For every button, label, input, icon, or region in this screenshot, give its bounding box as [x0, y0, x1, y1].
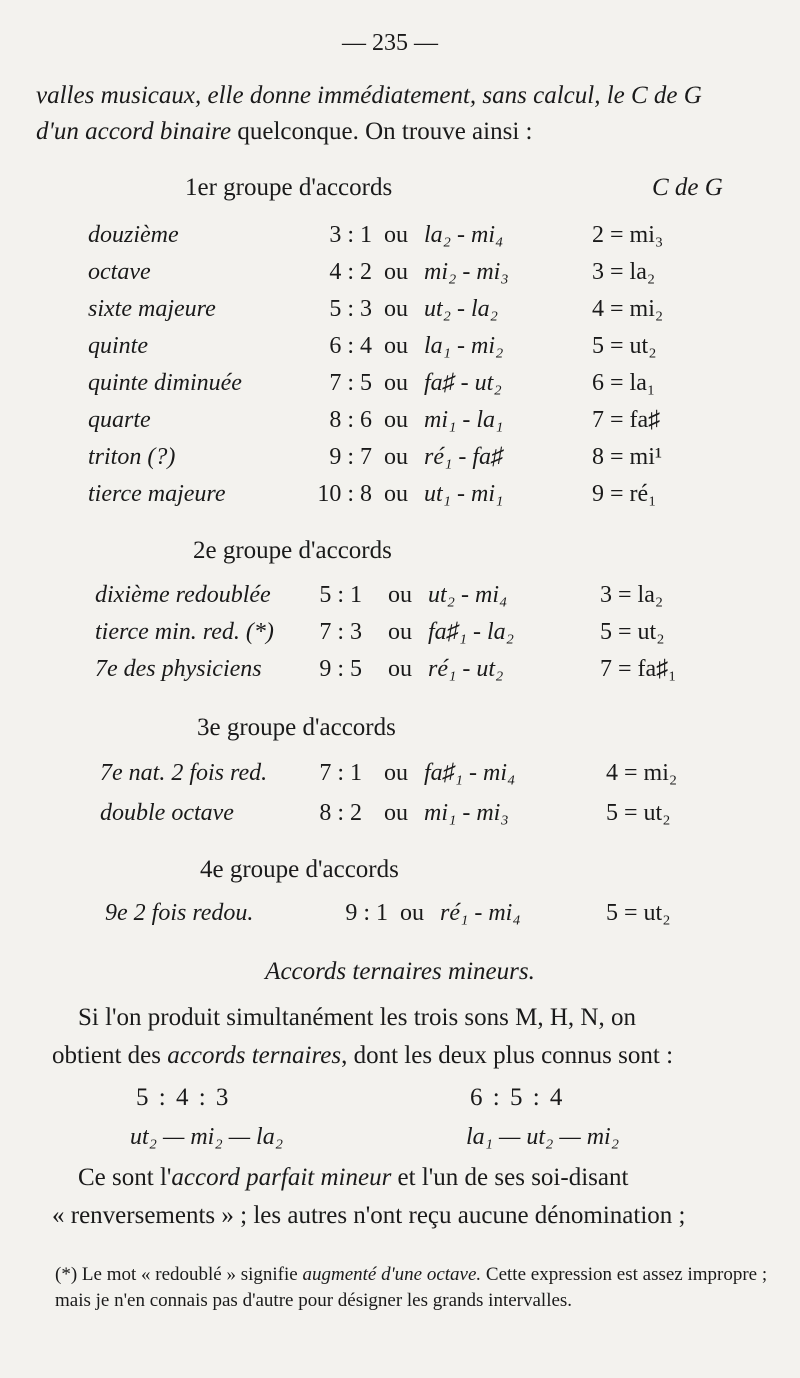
para2-line-1: Ce sont l'accord parfait mineur et l'un de ses soi-disant: [78, 1164, 629, 1191]
interval-ratio: 6 : 4: [329, 333, 372, 359]
table-row: [0, 656, 800, 692]
interval-cdg: 4 = mi₂: [606, 760, 678, 786]
interval-ratio: 8 : 2: [319, 800, 362, 826]
interval-ratio: 7 : 3: [319, 619, 362, 645]
table-row: [0, 333, 800, 369]
interval-notes: mi₁ - la₁: [424, 407, 504, 433]
intro-line-1: valles musicaux, elle donne immédiatement, sans calcul, le C de G: [36, 82, 702, 109]
table-row: [0, 296, 800, 332]
para1-line-2: obtient des accords ternaires, dont les deux plus connus sont :: [52, 1042, 674, 1069]
interval-cdg: 7 = fa♯: [592, 407, 661, 433]
interval-ou: ou: [384, 760, 408, 786]
table-row: [0, 800, 800, 836]
interval-ou: ou: [384, 800, 408, 826]
table-row: [0, 259, 800, 295]
interval-ratio: 4 : 2: [329, 259, 372, 285]
table-row: [0, 222, 800, 258]
interval-ratio: 7 : 5: [329, 370, 372, 396]
interval-name: quarte: [88, 407, 151, 433]
interval-name: dixième redoublée: [95, 582, 271, 608]
interval-cdg: 6 = la₁: [592, 370, 656, 396]
interval-name: tierce majeure: [88, 481, 226, 507]
interval-cdg: 8 = mi¹: [592, 444, 663, 470]
interval-cdg: 3 = la₂: [592, 259, 656, 285]
interval-name: 7e des physiciens: [95, 656, 262, 682]
interval-name: tierce min. red. (*): [95, 619, 274, 645]
page-number: — 235 —: [342, 30, 438, 56]
interval-notes: fa♯₁ - mi₄: [424, 760, 516, 786]
interval-ou: ou: [384, 481, 408, 507]
interval-name: douzième: [88, 222, 179, 248]
interval-notes: ré₁ - fa♯: [424, 444, 503, 470]
interval-ou: ou: [384, 296, 408, 322]
interval-notes: ré₁ - ut₂: [428, 656, 504, 682]
interval-ratio: 5 : 1: [319, 582, 362, 608]
interval-cdg: 4 = mi₂: [592, 296, 664, 322]
interval-notes: ut₂ - mi₄: [428, 582, 508, 608]
interval-ou: ou: [388, 619, 412, 645]
para2-line-2: « renversements » ; les autres n'ont reçu aucune dénomination ;: [52, 1202, 686, 1229]
interval-name: 7e nat. 2 fois red.: [100, 760, 268, 786]
interval-name: triton (?): [88, 444, 176, 470]
interval-ratio: 5 : 3: [329, 296, 372, 322]
intro-line-2: d'un accord binaire quelconque. On trouve ainsi :: [36, 118, 533, 145]
interval-name: quinte diminuée: [88, 370, 242, 396]
table-row: [0, 444, 800, 480]
interval-name: quinte: [88, 333, 148, 359]
table-row: [0, 370, 800, 406]
interval-cdg: 3 = la₂: [600, 582, 664, 608]
interval-notes: ut₁ - mi₁: [424, 481, 504, 507]
interval-cdg: 5 = ut₂: [606, 800, 671, 826]
table-row: [0, 582, 800, 618]
interval-notes: fa♯ - ut₂: [424, 370, 502, 396]
interval-cdg: 9 = ré₁: [592, 481, 657, 507]
interval-notes: la₂ - mi₄: [424, 222, 504, 248]
footnote: (*) Le mot « redoublé » signifie augmenté d'une octave. Cette expression est assez impropre ; mais je n'en connais pas d'autre pour désigner les grands intervalles.: [55, 1264, 768, 1311]
interval-ou: ou: [384, 444, 408, 470]
interval-ou: ou: [400, 900, 424, 926]
table-row: [0, 407, 800, 443]
table-row: [0, 760, 800, 796]
chord-notes-1: ut₂ — mi₂ — la₂: [130, 1124, 284, 1150]
interval-ratio: 8 : 6: [329, 407, 372, 433]
interval-name: double octave: [100, 800, 234, 826]
interval-notes: ut₂ - la₂: [424, 296, 499, 322]
section-title: Accords ternaires mineurs.: [265, 958, 535, 985]
interval-ou: ou: [384, 222, 408, 248]
interval-ou: ou: [384, 259, 408, 285]
interval-cdg: 7 = fa♯₁: [600, 656, 677, 682]
interval-ou: ou: [384, 333, 408, 359]
interval-notes: fa♯₁ - la₂: [428, 619, 515, 645]
interval-ratio: 10 : 8: [317, 481, 372, 507]
interval-notes: ré₁ - mi₄: [440, 900, 521, 926]
interval-name: octave: [88, 259, 151, 285]
table-row: [0, 481, 800, 517]
interval-ratio: 3 : 1: [329, 222, 372, 248]
interval-notes: la₁ - mi₂: [424, 333, 504, 359]
interval-ou: ou: [384, 370, 408, 396]
interval-ratio: 9 : 5: [319, 656, 362, 682]
interval-ou: ou: [388, 656, 412, 682]
group-title: 4e groupe d'accords: [200, 856, 399, 883]
interval-name: 9e 2 fois redou.: [105, 900, 254, 926]
chord-ratio-1: 5 : 4 : 3: [136, 1084, 231, 1111]
interval-ratio: 9 : 7: [329, 444, 372, 470]
interval-notes: mi₁ - mi₃: [424, 800, 509, 826]
interval-cdg: 5 = ut₂: [600, 619, 665, 645]
interval-cdg: 5 = ut₂: [592, 333, 657, 359]
group-title: 3e groupe d'accords: [197, 714, 396, 741]
interval-cdg: 2 = mi₃: [592, 222, 664, 248]
interval-ou: ou: [384, 407, 408, 433]
interval-name: sixte majeure: [88, 296, 216, 322]
group-title: 1er groupe d'accords: [185, 174, 393, 201]
interval-notes: mi₂ - mi₃: [424, 259, 509, 285]
interval-cdg: 5 = ut₂: [606, 900, 671, 926]
cdg-header: C de G: [652, 174, 723, 201]
table-row: [0, 900, 800, 936]
group-title: 2e groupe d'accords: [193, 537, 392, 564]
interval-ratio: 7 : 1: [319, 760, 362, 786]
interval-ratio: 9 : 1: [345, 900, 388, 926]
table-row: [0, 619, 800, 655]
chord-ratio-2: 6 : 5 : 4: [470, 1084, 565, 1111]
para1-line-1: Si l'on produit simultanément les trois sons M, H, N, on: [78, 1004, 636, 1031]
chord-notes-2: la₁ — ut₂ — mi₂: [466, 1124, 620, 1150]
interval-ou: ou: [388, 582, 412, 608]
